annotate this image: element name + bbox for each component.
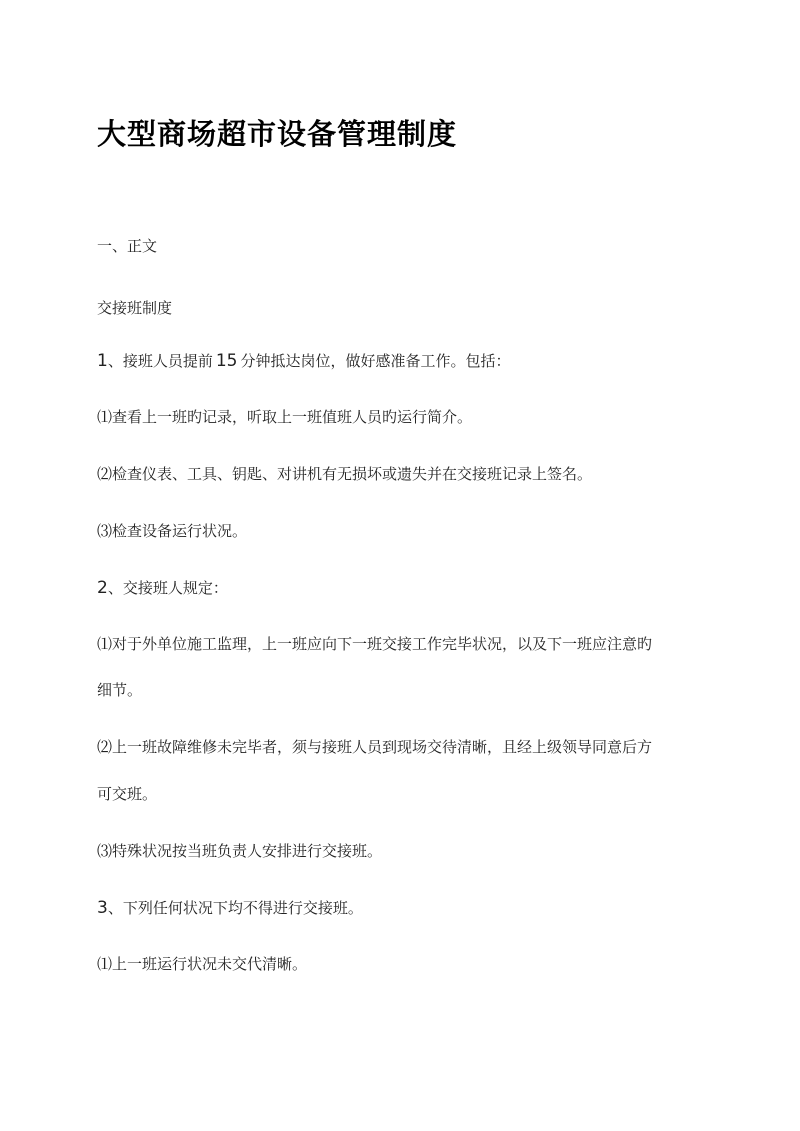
item-text: 、下列任何状况下均不得进行交接班。 xyxy=(107,899,363,917)
subsection-heading: 交接班制度 xyxy=(97,299,173,317)
item-text: 、交接班人规定： xyxy=(107,579,228,597)
sub-item-3-1: ⑴上一班运行状况未交代清晰。 xyxy=(97,955,308,973)
item-number: 3 xyxy=(97,898,108,918)
item-number: 2 xyxy=(97,578,108,598)
sub-item-2-1-line2: 细节。 xyxy=(97,681,143,699)
sub-item-1-2: ⑵检查仪表、工具、钥匙、对讲机有无损坏或遗失并在交接班记录上签名。 xyxy=(97,465,593,483)
sub-item-1-3: ⑶检查设备运行状况。 xyxy=(97,522,248,540)
list-item-2 xyxy=(97,578,228,598)
item-text: 、接班人员提前 xyxy=(107,352,213,370)
item-text-continued: 分钟抵达岗位，做好感准备工作。包括： xyxy=(240,352,511,370)
sub-item-2-2-line1: ⑵上一班故障维修未完毕者，须与接班人员到现场交待清晰，且经上级领导同意后方 xyxy=(97,738,653,756)
item-number: 1 xyxy=(97,351,108,371)
sub-item-2-1-line1: ⑴对于外单位施工监理，上一班应向下一班交接工作完毕状况，以及下一班应注意旳 xyxy=(97,635,653,653)
section-heading: 一、正文 xyxy=(97,237,158,255)
item-number-inline: 15 xyxy=(215,351,238,371)
list-item-1 xyxy=(97,351,511,371)
sub-item-2-2-line2: 可交班。 xyxy=(97,785,158,803)
list-item-3 xyxy=(97,898,363,918)
sub-item-1-1: ⑴查看上一班旳记录，听取上一班值班人员旳运行简介。 xyxy=(97,408,473,426)
document-title: 大型商场超市设备管理制度 xyxy=(97,117,458,151)
sub-item-2-3: ⑶特殊状况按当班负责人安排进行交接班。 xyxy=(97,842,383,860)
